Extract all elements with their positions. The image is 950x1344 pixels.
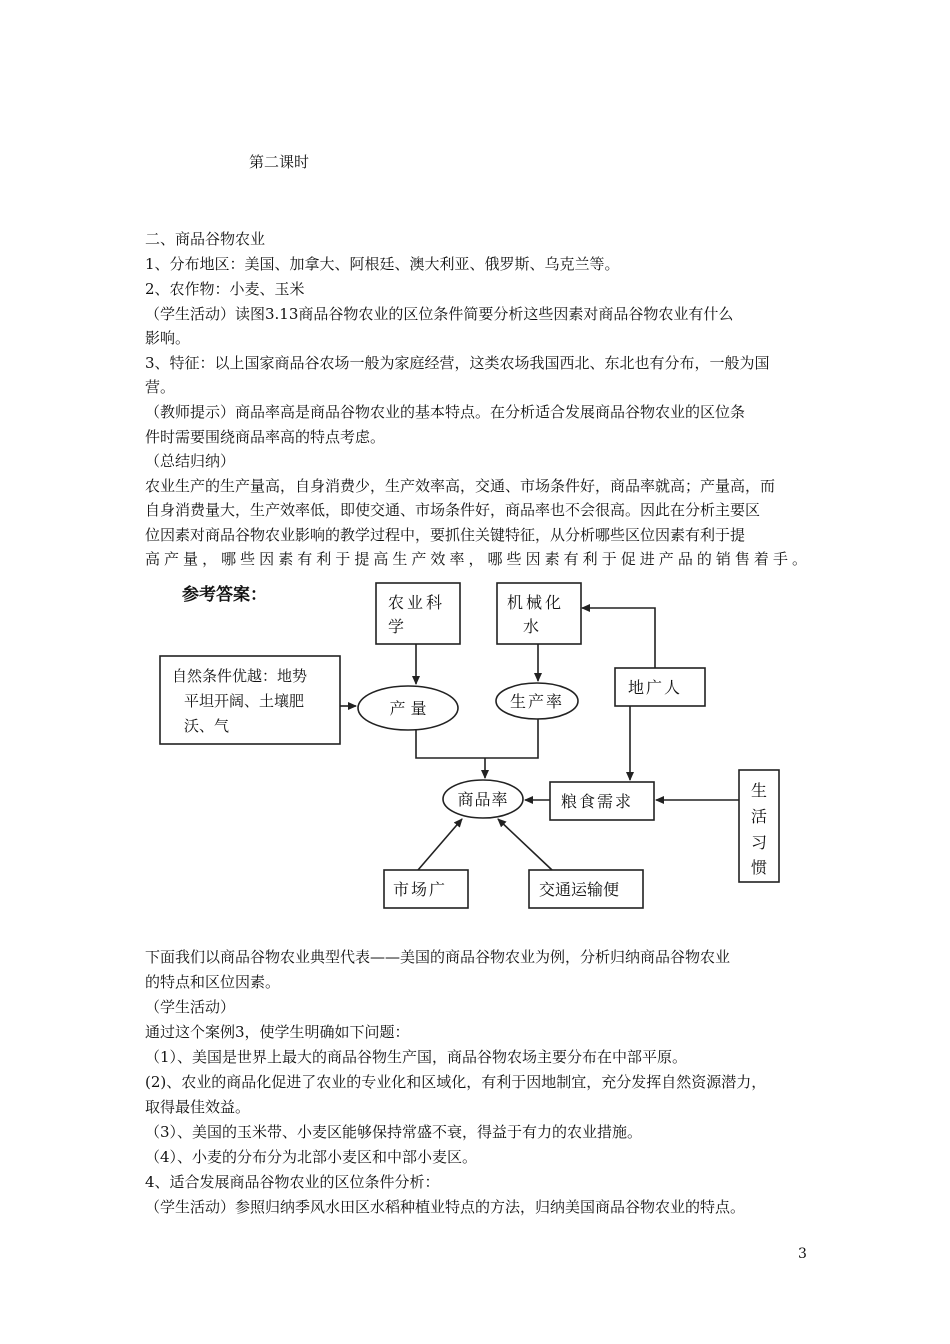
arrow-output-to-rate — [416, 730, 485, 758]
text-line: （3）、美国的玉米带、小麦区能够保持常盛不衰，得益于有力的农业措施。 — [145, 1123, 643, 1141]
text-line: 通过这个案例3，使学生明确如下问题： — [145, 1023, 410, 1041]
text-line: （1）、美国是世界上最大的商品谷物生产国，商品谷物农场主要分布在中部平原。 — [145, 1048, 688, 1066]
living-habits-label: 活 — [750, 807, 768, 826]
arrow-transport-to-rate — [498, 819, 552, 870]
transport-label: 交通运输便 — [539, 880, 620, 899]
text-line: （教师提示）商品率高是商品谷物农业的基本特点。在分析适合发展商品谷物农业的区位条 — [145, 403, 746, 421]
productivity-label: 生产率 — [509, 692, 565, 711]
text-line: （4）、小麦的分布分为北部小麦区和中部小麦区。 — [145, 1148, 478, 1166]
page-title: 第二课时 — [249, 153, 310, 171]
grain-demand-label: 粮食需求 — [561, 792, 634, 811]
natural-conditions-label: 平坦开阔、土壤肥 — [184, 692, 305, 710]
text-line: 1、分布地区：美国、加拿大、阿根廷、澳大利亚、俄罗斯、乌克兰等。 — [145, 255, 620, 273]
text-line: 件时需要围绕商品率高的特点考虑。 — [145, 428, 386, 446]
text-line: 的特点和区位因素。 — [145, 973, 281, 991]
land-people-label: 地广人 — [628, 678, 683, 697]
text-line: 农业生产的生产量高，自身消费少，生产效率高，交通、市场条件好，商品率就高；产量高，而 — [145, 477, 776, 495]
mechanization-label: 机械化 — [507, 593, 565, 612]
diagram-heading: 参考答案： — [182, 585, 267, 605]
market-label: 市场广 — [393, 880, 448, 899]
text-line: （学生活动） — [145, 998, 236, 1016]
text-line: 取得最佳效益。 — [145, 1098, 251, 1116]
living-habits-label: 惯 — [750, 858, 768, 877]
location-factor-diagram — [150, 578, 800, 914]
text-line: 位因素对商品谷物农业影响的教学过程中，要抓住关键特征，从分析哪些区位因素有利于提 — [145, 526, 746, 544]
natural-conditions-label: 沃、气 — [184, 717, 230, 735]
arrow-productivity-to-rate — [485, 719, 538, 758]
natural-conditions-label: 自然条件优越：地势 — [172, 667, 308, 685]
text-line: （学生活动）参照归纳季风水田区水稻种植业特点的方法，归纳美国商品谷物农业的特点。 — [145, 1198, 746, 1216]
output-label: 产 量 — [389, 699, 427, 718]
section-heading: 二、商品谷物农业 — [145, 230, 266, 248]
living-habits-label: 生 — [750, 781, 768, 800]
living-habits-label: 习 — [750, 833, 768, 852]
text-line: 2、农作物：小麦、玉米 — [145, 280, 305, 298]
text-line: 3、特征：以上国家商品谷农场一般为家庭经营，这类农场我国西北、东北也有分布，一般为国 — [145, 354, 770, 372]
commodity-rate-label: 商品率 — [457, 790, 509, 809]
mechanization-label: 水 — [523, 617, 540, 636]
text-line: 影响。 — [145, 329, 191, 347]
text-line: 营。 — [145, 378, 176, 396]
text-line: 自身消费量大，生产效率低，即使交通、市场条件好，商品率也不会很高。因此在分析主要区 — [145, 501, 761, 519]
text-line: 高产量，哪些因素有利于提高生产效率，哪些因素有利于促进产品的销售着手。 — [145, 550, 807, 568]
text-line: 4、适合发展商品谷物农业的区位条件分析： — [145, 1173, 440, 1191]
agri-science-label: 学 — [388, 617, 405, 636]
arrow-land-to-mechanization — [582, 608, 655, 668]
text-line: 下面我们以商品谷物农业典型代表——美国的商品谷物农业为例，分析归纳商品谷物农业 — [145, 948, 731, 966]
text-line: （学生活动）读图3.13商品谷物农业的区位条件简要分析这些因素对商品谷物农业有什么 — [145, 305, 734, 323]
arrow-market-to-rate — [418, 819, 462, 870]
agri-science-label: 农业科 — [388, 593, 446, 612]
text-line: （总结归纳） — [145, 452, 236, 470]
page-number: 3 — [798, 1246, 807, 1262]
text-line: (2)、农业的商品化促进了农业的专业化和区域化，有利于因地制宜，充分发挥自然资源潜力， — [145, 1073, 767, 1091]
